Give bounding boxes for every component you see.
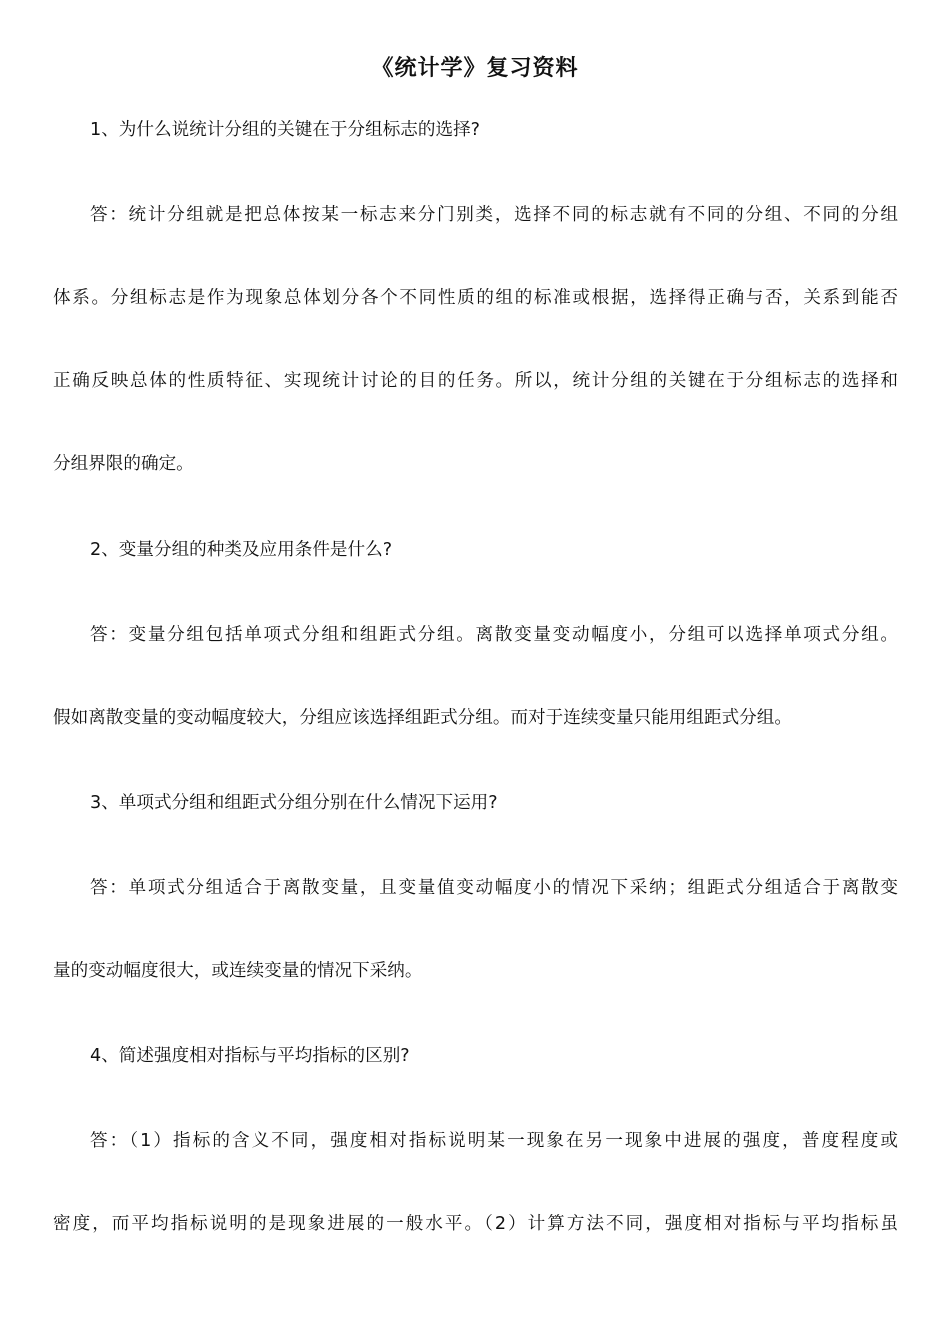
answer-1-line-3: 正确反映总体的性质特征、实现统计讨论的目的任务。所以，统计分组的关键在于分组标志的选择和 — [53, 371, 898, 391]
question-4: 4、简述强度相对指标与平均指标的区别? — [90, 1046, 410, 1066]
answer-3-line-2: 量的变动幅度很大，或连续变量的情况下采纳。 — [53, 961, 423, 981]
answer-2-line-1: 答：变量分组包括单项式分组和组距式分组。离散变量变动幅度小，分组可以选择单项式分组。 — [90, 625, 898, 645]
question-2: 2、变量分组的种类及应用条件是什么? — [90, 540, 393, 560]
document-title: 《统计学》复习资料 — [371, 56, 579, 81]
answer-4-line-1: 答：（1）指标的含义不同，强度相对指标说明某一现象在另一现象中进展的强度，普度程度或 — [90, 1131, 898, 1151]
question-3: 3、单项式分组和组距式分组分别在什么情况下运用? — [90, 793, 498, 813]
answer-1-line-4: 分组界限的确定。 — [53, 454, 194, 474]
answer-3-line-1: 答：单项式分组适合于离散变量，且变量值变动幅度小的情况下采纳；组距式分组适合于离散变 — [90, 878, 898, 898]
answer-1-line-2: 体系。分组标志是作为现象总体划分各个不同性质的组的标准或根据，选择得正确与否，关系到能否 — [53, 288, 898, 308]
answer-4-line-2: 密度，而平均指标说明的是现象进展的一般水平。（2）计算方法不同，强度相对指标与平均指标虽 — [53, 1214, 898, 1234]
answer-1-line-1: 答：统计分组就是把总体按某一标志来分门别类，选择不同的标志就有不同的分组、不同的分组 — [90, 205, 898, 225]
question-1: 1、为什么说统计分组的关键在于分组标志的选择? — [90, 120, 481, 140]
answer-2-line-2: 假如离散变量的变动幅度较大，分组应该选择组距式分组。而对于连续变量只能用组距式分组。 — [53, 708, 792, 728]
